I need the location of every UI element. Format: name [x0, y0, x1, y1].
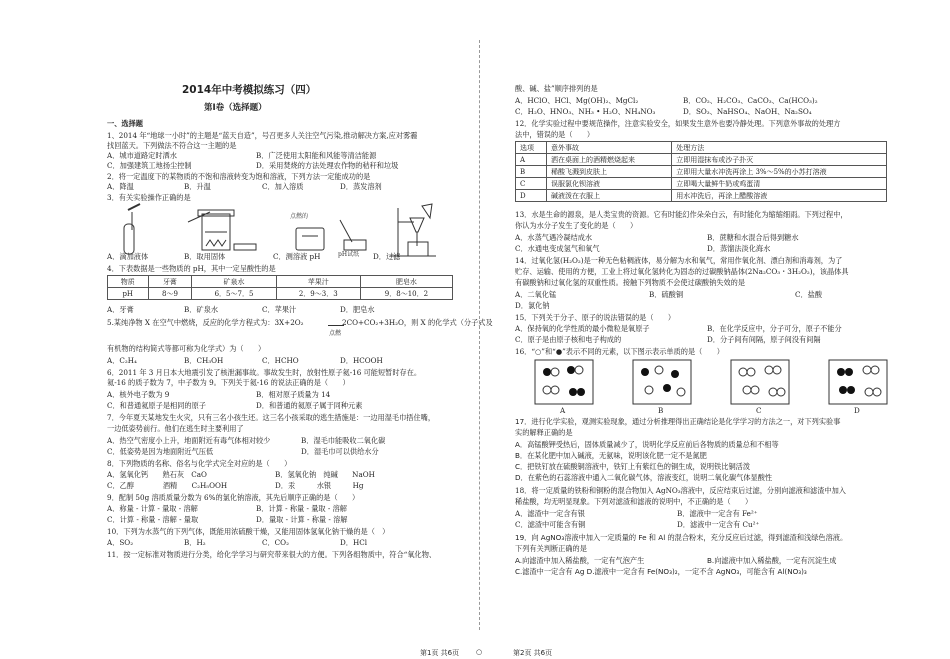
table-cell: 9．8～10．2 — [360, 288, 452, 300]
q4-stem: 4．下表数据是一些物质的 pH，其中一定呈酸性的是 — [107, 264, 276, 273]
q6-option-b: B．相对原子质量为 14 — [256, 390, 331, 399]
q17-stem: 17．进行化学实验，观测实验现象，通过分析推理得出正确结论是化学学习的方法之一，对下列实验事 — [515, 417, 841, 426]
table-cell: 误服氯化钡溶液 — [546, 178, 671, 190]
table-cell: 6．5～7．5 — [192, 288, 276, 300]
q2-option-b: B．升温 — [184, 182, 211, 191]
q13-stem-2: 你认为水分子发生了变化的是（ ） — [515, 221, 638, 230]
table-header: 肥皂水 — [360, 276, 452, 288]
q18-option-d: D．滤液中一定含有 Cu²⁺ — [677, 520, 760, 529]
q3-option-c: C．测溶液 pH — [273, 252, 321, 261]
q4-option-d: D．肥皂水 — [340, 305, 375, 314]
q18-stem: 18．将一定质量的铁粉和铜粉的混合物加入 AgNO₃溶液中，反应结束后过滤，分别向滤液和滤渣中加入 — [515, 486, 846, 495]
q14-option-d: D．氯化钠 — [515, 301, 550, 310]
q11-option-c: C．H₂O、HNO₃、NH₃ • H₂O、NH₄NO₃ — [515, 107, 656, 116]
q11-stem: 11．按一定标准对物质进行分类，给化学学习与研究带来很大的方便。下列各组物质中，符合“氧化物、 — [107, 550, 437, 559]
q10-stem: 10．下列为水蒸气的下列气体，既能用浓硫酸干燥，又能用固体氢氧化钠干燥的是（ ） — [107, 527, 390, 536]
ph-table — [107, 275, 453, 300]
box-a — [535, 360, 593, 404]
table-header: 牙膏 — [148, 276, 192, 288]
q3-option-a: A．滴加液体 — [107, 252, 149, 261]
q3-option-d: D．过滤 — [373, 252, 401, 261]
q7-option-a: A．热空气密度小上升，地面附近有毒气体相对较少 — [107, 436, 271, 445]
page-number-left: 第1页 共6页 — [420, 649, 460, 657]
q3-stem: 3．有关实验操作正确的是 — [107, 193, 191, 202]
q19-option-b: B.向滤液中加入稀盐酸，一定有沉淀生成 — [707, 556, 837, 565]
q14-option-b: B．硫酸铜 — [649, 290, 684, 299]
q7-stem: 7．今年夏天某地发生火灾，只有三名小孩生还。这三名小孩采取的逃生措施是：一边用湿毛巾捂住嘴， — [107, 413, 436, 422]
table-row — [108, 276, 453, 288]
q14-option-a: A．二氧化锰 — [515, 290, 557, 299]
q14-stem-2: 贮存、运输、使用的方便，工业上将过氧化氢转化为固态的过碳酸钠晶体(2Na₂CO₃・3H₂O₂)，该晶体具 — [515, 267, 849, 276]
q5-option-a: A．C₂H₄ — [107, 356, 137, 365]
table-header: 苹果汁 — [276, 276, 360, 288]
q13-option-d: D．蒸馏法淡化海水 — [707, 244, 771, 253]
q4-option-b: B．矿泉水 — [184, 305, 219, 314]
table-cell: pH — [108, 288, 149, 300]
molecule-diagram — [533, 358, 893, 406]
reaction-condition: 点燃 — [329, 330, 342, 337]
table-header: 处理方法 — [672, 142, 887, 154]
table-cell: C — [516, 178, 547, 190]
q6-option-a: A．核外电子数为 9 — [107, 390, 170, 399]
q9-option-c: C．计算 - 称量 - 溶解 - 量取 — [107, 515, 199, 524]
q3-option-b: B．取用固体 — [184, 252, 226, 261]
q5-stem-2: 有机物的结构简式等都可称为化学式）为（ ） — [107, 344, 266, 353]
q1-option-d: D．采用焚烧的方法处理农作物的秸秆和垃圾 — [256, 161, 399, 170]
q10-option-c: C．CO₂ — [262, 538, 289, 547]
page-center-mark: ○ — [476, 648, 483, 656]
q17-option-d: D．在紫色的石蕊溶液中通入二氧化碳气体，溶液变红，说明二氧化碳气体显酸性 — [515, 473, 773, 482]
filter-figure — [390, 204, 436, 256]
table-header: 选项 — [516, 142, 547, 154]
q10-option-a: A．SO₂ — [107, 538, 134, 547]
q7-option-d: D．湿毛巾可以供给水分 — [301, 447, 379, 456]
q8-option-a: A．氢氧化钙 熟石灰 CaO — [107, 470, 207, 479]
exam-title: 2014年中考模拟练习（四） — [182, 84, 317, 96]
q8-option-c: C．乙醇 酒精 C₂H₅OOH — [107, 481, 228, 490]
q14-option-c: C．盐酸 — [795, 290, 823, 299]
q4-option-c: C．苹果汁 — [262, 305, 297, 314]
q2-option-a: A．降温 — [107, 182, 134, 191]
table-cell: 立即用大量水冲洗再涂上 3%～5%的小苏打溶液 — [672, 166, 887, 178]
q18-option-b: B．滤液中一定含有 Fe²⁺ — [677, 509, 758, 518]
part-heading: 一、选择题 — [107, 119, 143, 128]
table-cell: 用水冲洗后，再涂上醋酸溶液 — [672, 190, 887, 202]
table-cell: 立即喝大量鲜牛奶或鸡蛋清 — [672, 178, 887, 190]
q11-option-d: D．SO₃、NaHSO₄、NaOH、Na₂SO₄ — [683, 107, 812, 116]
table-cell: 稀酸飞溅到皮肤上 — [546, 166, 671, 178]
q6-stem-2: 氦-16 的质子数为 7，中子数为 9。下列关于氦-16 的说法正确的是（ ） — [107, 378, 350, 387]
q2-option-d: D．蒸发溶剂 — [340, 182, 382, 191]
q1-option-b: B．广泛使用太阳能和风能等清洁能源 — [256, 151, 377, 160]
table-header: 物质 — [108, 276, 149, 288]
q17-option-a: A．高锰酸钾受热后，固体质量减少了，说明化学反应前后各物质的质量总和不相等 — [515, 440, 779, 449]
q9-option-a: A．称量 - 计算 - 量取 - 溶解 — [107, 504, 198, 513]
q10-option-d: D．HCl — [340, 538, 368, 547]
q8-option-d: D．汞 水银 Hg — [275, 481, 364, 490]
q18-option-a: A．滤渣中一定含有银 — [515, 509, 585, 518]
right-page — [475, 0, 950, 659]
table-cell: 2．9～3．3 — [276, 288, 360, 300]
q6-option-c: C．和普通氦原子是相同的原子 — [107, 401, 206, 410]
page-number-right: 第2页 共6页 — [513, 649, 553, 657]
q16-label-c: C — [756, 406, 762, 415]
q6-stem: 6．2011 年 3 月日本大地震引发了核泄漏事故。事故发生时，放射性原子氦-16 可能短暂时存在。 — [107, 368, 422, 377]
q15-option-d: D．分子间有间隔，原子间没有间隔 — [707, 335, 821, 344]
table-cell: D — [516, 190, 547, 202]
dropper-figure — [124, 204, 140, 254]
solid-figure — [188, 210, 256, 250]
table-row — [108, 288, 453, 300]
table-row — [516, 190, 887, 202]
q12-stem-2: 法中，错误的是（ ） — [515, 130, 595, 139]
table-cell: 洒在桌面上的酒精燃烧起来 — [546, 154, 671, 166]
table-header: 意外事故 — [546, 142, 671, 154]
q5-stem: 5.某纯净物 X 在空气中燃烧，反应的化学方程式为：3X+2O₂ — [107, 318, 304, 327]
q1-option-a: A．城市道路定时洒水 — [107, 151, 177, 160]
q6-option-d: D．和普通的氦原子属于同种元素 — [256, 401, 363, 410]
q14-stem-3: 有碳酸钠和过氧化氢的双重性质。接触下列物质不会使过碳酸钠失效的是 — [515, 278, 746, 287]
q11-option-b: B．CO₂、H₂CO₃、CaCO₃、Ca(HCO₃)₂ — [683, 96, 818, 105]
q13-option-a: A．水蒸气遇冷凝结成水 — [515, 233, 593, 242]
table-row — [516, 178, 887, 190]
lab-operations-figure — [110, 202, 440, 258]
table-cell: 8～9 — [148, 288, 192, 300]
q15-stem: 15．下列关于分子、原子的说法错误的是（ ） — [515, 313, 676, 322]
q13-option-c: C．水通电变成氢气和氧气 — [515, 244, 600, 253]
q19-stem: 19．向 AgNO₃溶液中加入一定质量的 Fe 和 Al 的混合粉末，充分反应后过滤，得到滤渣和浅绿色溶液。 — [515, 533, 848, 542]
ph-test-figure — [296, 220, 366, 250]
ph-paper-label: pH试纸 — [338, 251, 360, 258]
box-d — [829, 360, 887, 404]
table-row — [516, 154, 887, 166]
q15-option-b: B．在化学反应中，分子可分，原子不能分 — [707, 324, 842, 333]
q19-option-cd: C.滤渣中一定含有 Ag D.滤液中一定含有 Fe(NO₃)₂，一定不含 AgNO₃，可能含有 Al(NO₃)₃ — [515, 567, 807, 576]
q12-stem: 12．化学实验过程中要规范操作，注意实验安全，如果发生意外也要冷静处理。下列意外事故的处理方 — [515, 119, 841, 128]
q1-stem: 1、2014 年“地球一小时”的主题是“蓝天自造”，号召更多人关注空气污染,推动解决方案,应对雾霾 — [107, 131, 418, 140]
q8-stem: 8．下列物质的名称、俗名与化学式完全对应的是（ ） — [107, 459, 292, 468]
q5-stem-cont: 2CO+CO₂+3H₂O，则 X 的化学式（分子式及 — [342, 318, 493, 327]
table-header: 矿泉水 — [192, 276, 276, 288]
q19-stem-2: 下列有关判断正确的是 — [515, 544, 587, 553]
table-row — [516, 166, 887, 178]
table-cell: 碱液泼在衣服上 — [546, 190, 671, 202]
table-cell: 立即用湿抹布或沙子扑灭 — [672, 154, 887, 166]
q13-stem: 13．水是生命的源泉，是人类宝贵的资源。它有时能幻作朵朵白云，有时能化为缩缩细雨。下列过程中， — [515, 210, 848, 219]
accident-table — [515, 141, 887, 202]
q13-option-b: B．蔗糖和水混合后得到糖水 — [707, 233, 799, 242]
section-heading: 第Ⅰ卷（选择题） — [204, 103, 267, 113]
q18-option-c: C．滤渣中可能含有铜 — [515, 520, 586, 529]
q16-label-a: A — [560, 406, 566, 415]
table-cell: A — [516, 154, 547, 166]
table-cell: B — [516, 166, 547, 178]
lit-label: 点燃的 — [290, 213, 309, 220]
q5-option-d: D．HCOOH — [340, 356, 383, 365]
q2-option-c: C．加入溶质 — [262, 182, 304, 191]
q9-stem: 9．配制 50g 溶质质量分数为 6%的氯化钠溶液，其先后顺序正确的是（ ） — [107, 493, 360, 502]
q1-stem-2: 找回蓝天。下列做法不符合这一主题的是 — [107, 141, 237, 150]
q17-stem-2: 实的解释正确的是 — [515, 428, 573, 437]
table-row — [516, 142, 887, 154]
q7-option-b: B．湿毛巾能吸收二氧化碳 — [301, 436, 386, 445]
q7-stem-2: 一边低姿势前行。他们在逃生时主要利用了 — [107, 424, 244, 433]
q11-option-a: A．HClO、HCl、Mg(OH)₂、MgCl₂ — [515, 96, 639, 105]
q15-option-a: A．保持氧的化学性质的最小微粒是氧原子 — [515, 324, 650, 333]
q15-option-c: C．原子是由原子核和电子构成的 — [515, 335, 622, 344]
q10-option-b: B．H₂ — [184, 538, 206, 547]
q9-option-d: D．量取 - 计算 - 称量 - 溶解 — [256, 515, 348, 524]
q17-option-b: B．在某化肥中加入碱液，无氨味，说明该化肥一定不是氮肥 — [515, 451, 707, 460]
q17-option-c: C．把铁钉放在硫酸铜溶液中，铁钉上有紫红色的铜生成，说明铁比铜活泼 — [515, 462, 751, 471]
q4-option-a: A．牙膏 — [107, 305, 134, 314]
q8-option-b: B．氢氧化钠 纯碱 NaOH — [275, 470, 375, 479]
q11-stem-cont: 酸、碱、盐”顺序排列的是 — [515, 84, 598, 93]
box-c — [731, 360, 789, 404]
q1-option-c: C．加强建筑工地扬尘控制 — [107, 161, 192, 170]
q16-label-d: D — [854, 406, 860, 415]
q14-stem: 14．过氧化氢(H₂O₂)是一种无色粘稠液体，易分解为水和氧气，常用作氧化剂、漂白剂和消毒剂，为了 — [515, 256, 843, 265]
q16-label-b: B — [658, 406, 664, 415]
q7-option-c: C．低姿势是因为地面附近气压低 — [107, 447, 214, 456]
q2-stem: 2．将一定温度下的某物质的不饱和溶液转变为饱和溶液，下列方法一定能成功的是 — [107, 172, 371, 181]
q18-stem-2: 稀盐酸，均无明显现象。下列对滤渣和滤液的说明中，不正确的是（ ） — [515, 497, 753, 506]
q16-stem: 16．“○”和“●”表示不同的元素，以下图示表示单质的是（ ） — [515, 347, 724, 356]
q9-option-b: B．计算 - 称量 - 量取 - 溶解 — [256, 504, 347, 513]
q19-option-a: A.向滤渣中加入稀盐酸，一定有气泡产生 — [515, 556, 645, 565]
reaction-arrow — [328, 325, 344, 326]
box-b — [633, 360, 691, 404]
q5-option-c: C．HCHO — [262, 356, 299, 365]
q5-option-b: B．CH₃OH — [184, 356, 224, 365]
